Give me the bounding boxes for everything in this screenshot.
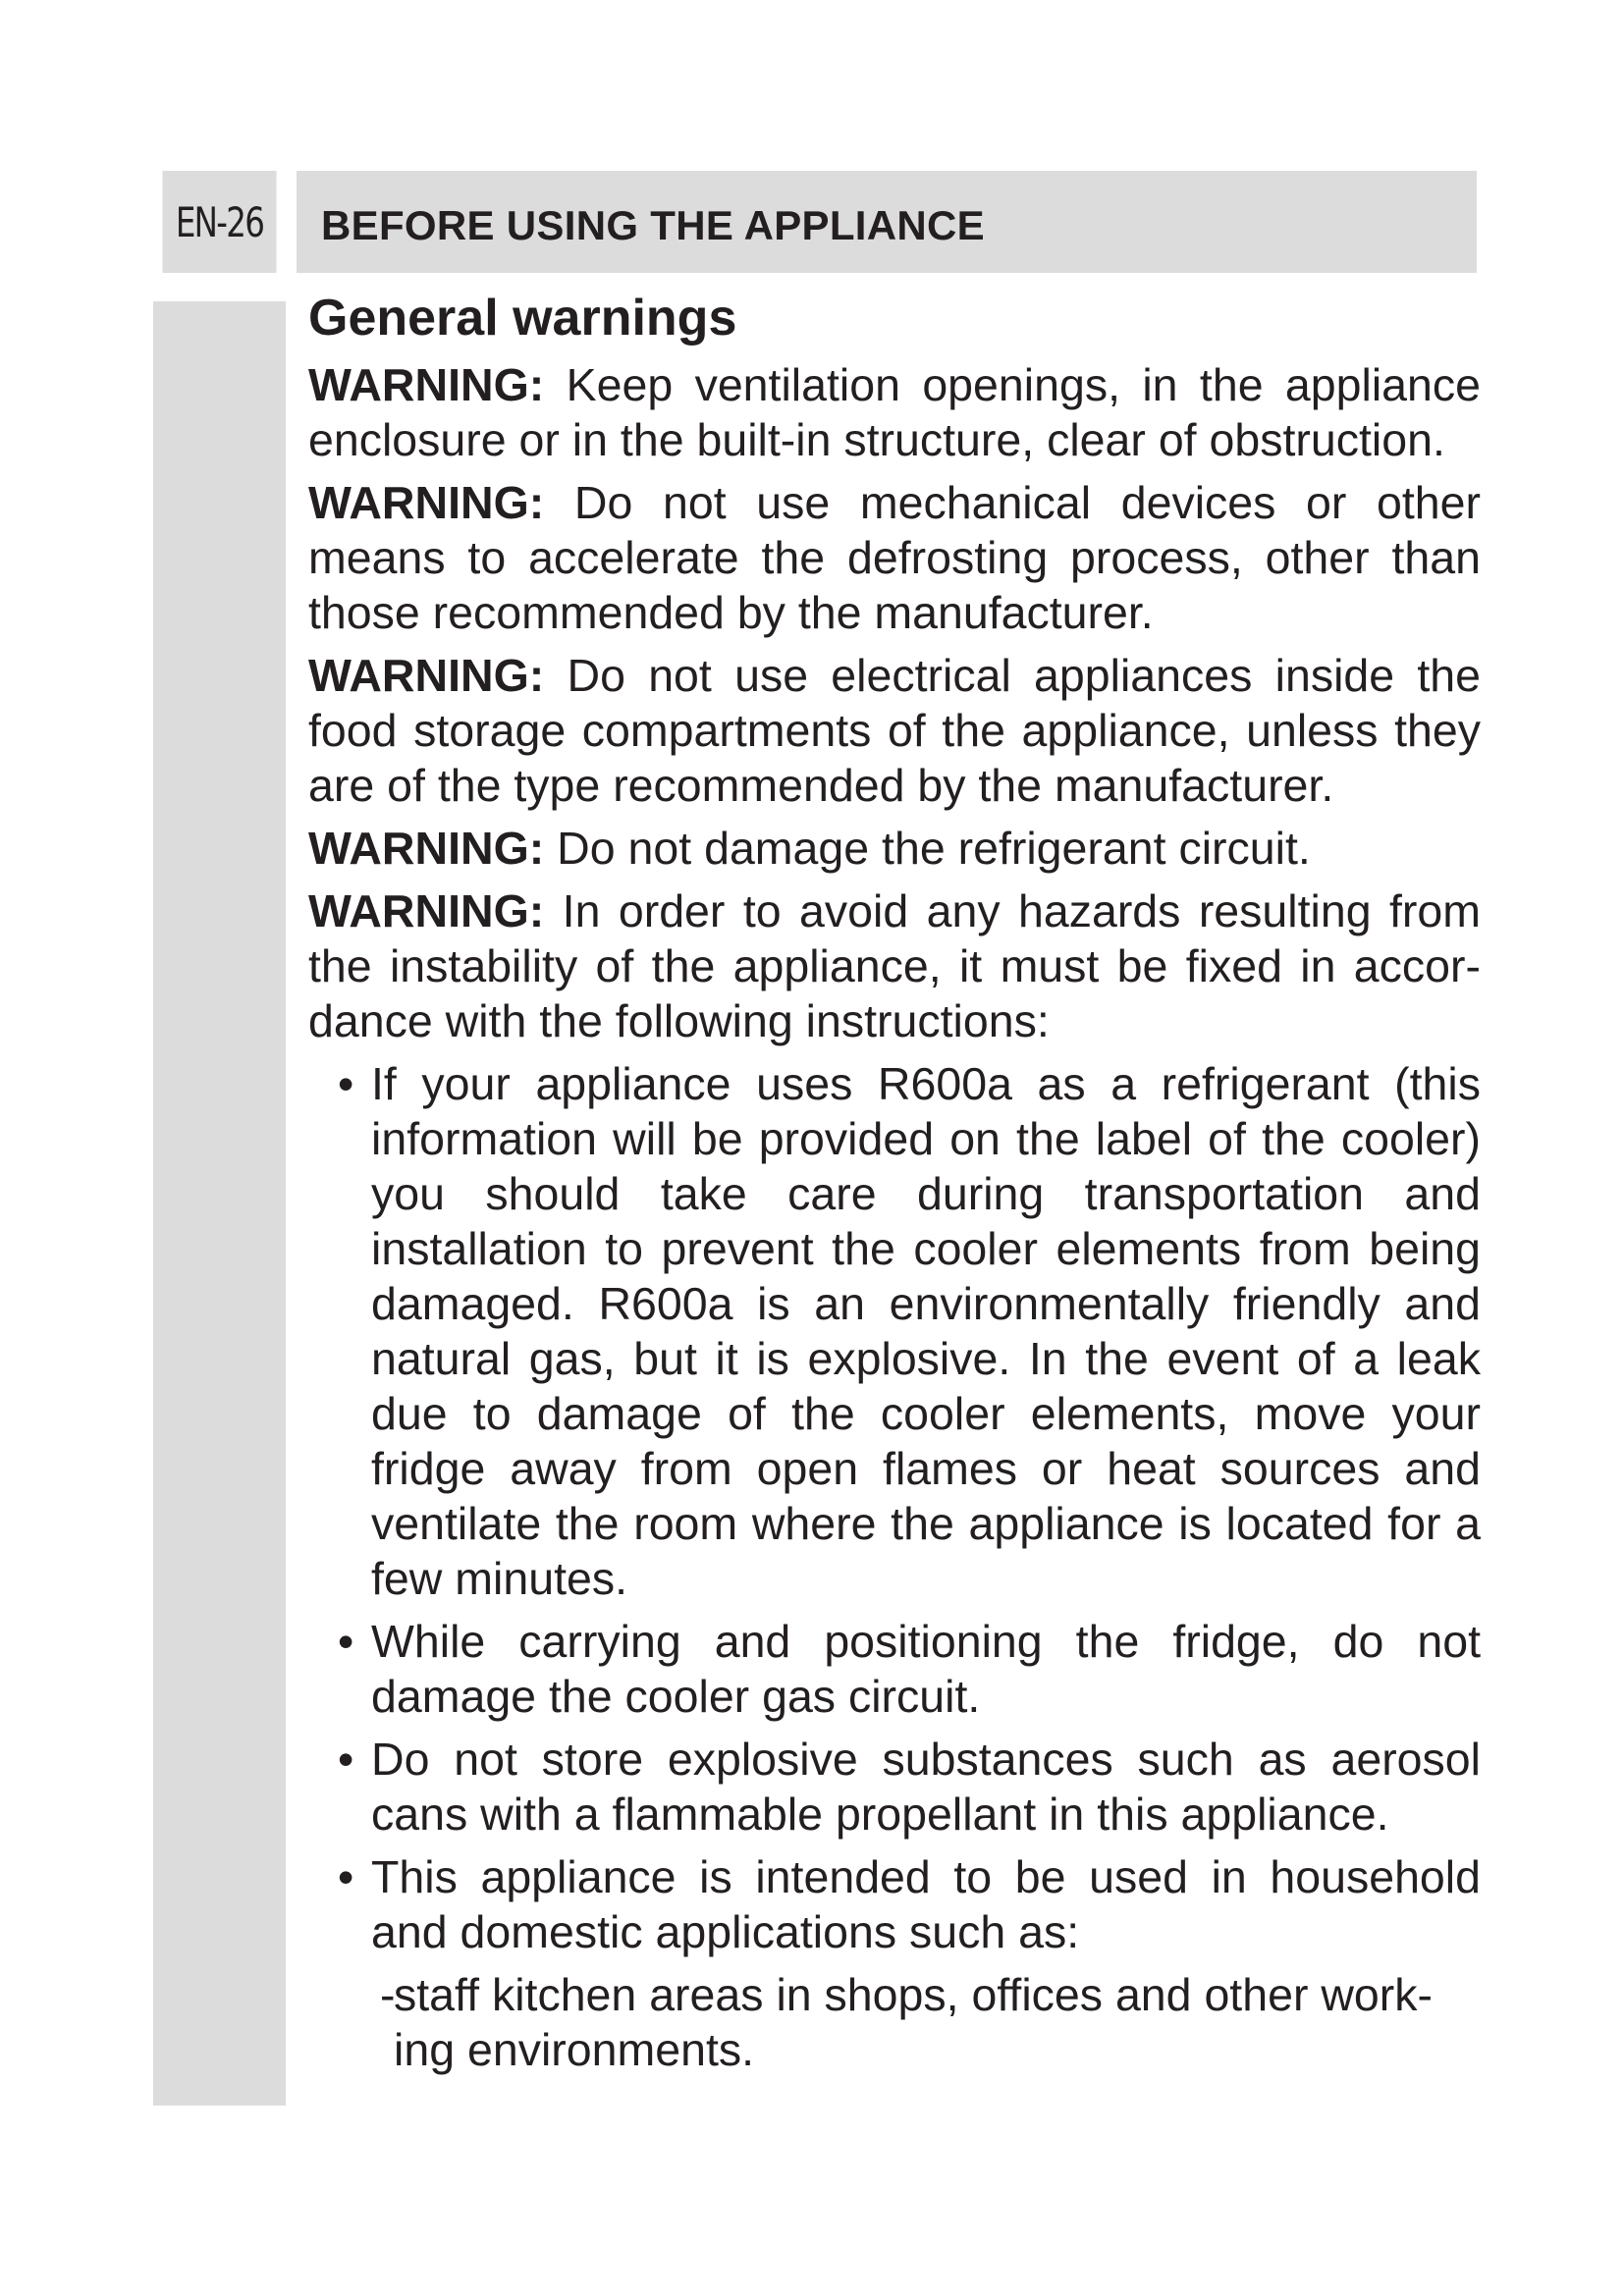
- warning-label: WARNING:: [308, 650, 545, 701]
- chapter-title: BEFORE USING THE APPLIANCE: [321, 202, 985, 248]
- warning-paragraph: [308, 821, 1481, 876]
- bullet-icon: •: [338, 1734, 354, 1785]
- sub-list-item: [308, 1967, 1481, 2077]
- page-number: EN-26: [162, 171, 276, 273]
- list-item: [308, 1849, 1481, 1959]
- list-item-text: If your appliance uses R600a as a refrigerant (this information will be provided on the label of the cooler) you should take care during transportation and installation to prevent the cooler elements from being damaged. R600a is an environmentally friendly and natural gas, but it is explosive. In the event of a leak due to damage of the cooler elements, move your fridge away from open flames or heat sources and ventilate the room where the appliance is located for a few minutes.: [371, 1058, 1481, 1604]
- list-item: [308, 1614, 1481, 1724]
- warning-paragraph: [308, 475, 1481, 640]
- warning-text: Keep ventilation openings, in the appliance enclosure or in the built-in structure, clear of obstruction.: [308, 359, 1481, 465]
- page-content: [308, 287, 1481, 2077]
- warning-paragraph: [308, 883, 1481, 1048]
- side-margin-bar: [153, 301, 286, 2106]
- warning-text: In order to avoid any hazards resulting from the instability of the appliance, it must be fixed in accor-dance with the following instructions:: [308, 885, 1482, 1046]
- warning-label: WARNING:: [308, 885, 545, 936]
- list-item-text: While carrying and positioning the fridge, do not damage the cooler gas circuit.: [371, 1616, 1481, 1722]
- sub-list-item-text: staff kitchen areas in shops, offices and other work-ing environments.: [394, 1969, 1434, 2075]
- chapter-header: [297, 171, 1477, 273]
- section-title: General warnings: [308, 290, 737, 347]
- warning-text: Do not damage the refrigerant circuit.: [557, 823, 1311, 874]
- list-item-text: Do not store explosive substances such as aerosol cans with a flammable propellant in this appliance.: [371, 1734, 1481, 1840]
- warning-text: Do not use electrical appliances inside the food storage compartments of the appliance, unless they are of the type recommended by the manufacturer.: [308, 650, 1482, 811]
- dash-icon: -: [380, 1969, 396, 2020]
- warning-label: WARNING:: [308, 359, 545, 410]
- warning-paragraph: [308, 357, 1481, 467]
- warning-label: WARNING:: [308, 823, 545, 874]
- warning-paragraph: [308, 648, 1481, 813]
- instruction-list: [308, 1056, 1481, 1959]
- list-item: [308, 1056, 1481, 1606]
- bullet-icon: •: [338, 1616, 354, 1667]
- bullet-icon: •: [338, 1058, 354, 1109]
- bullet-icon: •: [338, 1851, 354, 1902]
- warning-label: WARNING:: [308, 477, 545, 528]
- list-item-text: This appliance is intended to be used in household and domestic applications such as:: [371, 1851, 1481, 1957]
- warning-text: Do not use mechanical devices or other means to accelerate the defrosting process, other than those recommended by the manufacturer.: [308, 477, 1481, 638]
- list-item: [308, 1732, 1481, 1842]
